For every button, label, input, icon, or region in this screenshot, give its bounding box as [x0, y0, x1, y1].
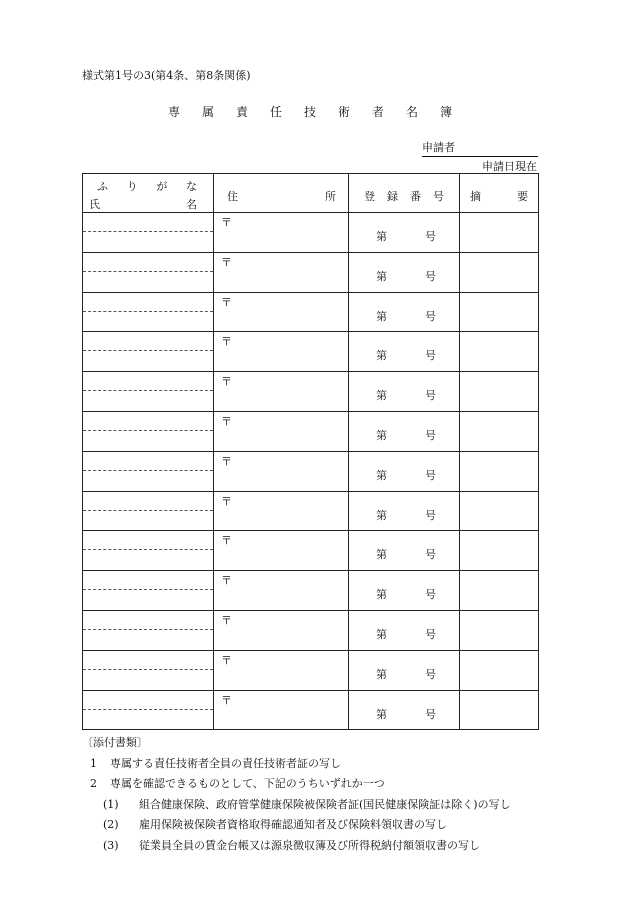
name-cell[interactable] [83, 650, 214, 690]
item-text: 専属を確認できるものとして、下記のうちいずれか一つ [110, 777, 385, 790]
postal-mark-icon: 〒 [221, 693, 232, 707]
name-cell[interactable] [83, 690, 214, 730]
title-char: 属 [202, 105, 215, 119]
postal-mark-icon: 〒 [221, 335, 232, 349]
address-cell[interactable] [214, 571, 349, 611]
remarks-cell[interactable] [460, 411, 539, 451]
table-row [83, 372, 539, 412]
go-label: 号 [425, 468, 436, 482]
postal-mark-icon: 〒 [221, 534, 232, 548]
remarks-cell[interactable] [460, 252, 539, 292]
name-cell[interactable] [83, 531, 214, 571]
name-cell[interactable] [83, 451, 214, 491]
go-label: 号 [425, 627, 436, 641]
table-row [83, 491, 539, 531]
address-cell[interactable] [214, 252, 349, 292]
header-char: が [156, 180, 168, 193]
furigana-divider [83, 390, 213, 391]
title-char: 名 [406, 105, 419, 119]
address-cell[interactable] [214, 332, 349, 372]
attachment-item [82, 754, 511, 775]
remarks-cell[interactable] [460, 292, 539, 332]
attachment-item [82, 774, 511, 795]
header-char: 登 [364, 190, 375, 203]
table-row [83, 690, 539, 730]
item-number: 1 [90, 756, 97, 770]
subitem-number: (1) [103, 797, 119, 811]
remarks-cell[interactable] [460, 571, 539, 611]
furigana-divider [83, 231, 213, 232]
remarks-cell[interactable] [460, 690, 539, 730]
postal-mark-icon: 〒 [221, 375, 232, 389]
title-char: 術 [338, 105, 351, 119]
dai-label: 第 [376, 230, 387, 243]
dai-label: 第 [376, 707, 387, 721]
address-cell[interactable] [214, 213, 349, 253]
registration-cell[interactable] [349, 690, 460, 730]
registration-cell[interactable] [349, 610, 460, 650]
header-char: 住 [227, 190, 238, 203]
header-char: 所 [325, 190, 336, 203]
dai-label: 第 [376, 309, 387, 323]
remarks-cell[interactable] [460, 610, 539, 650]
go-label: 号 [425, 349, 436, 363]
header-char: 名 [186, 198, 197, 211]
furigana-divider [83, 709, 213, 710]
name-cell[interactable] [83, 372, 214, 412]
header-char: 摘 [470, 190, 481, 203]
table-row [83, 213, 539, 253]
name-cell[interactable] [83, 610, 214, 650]
subitem-text: 組合健康保険、政府管掌健康保険被保険者証(国民健康保険証は除く)の写し [139, 797, 511, 811]
address-cell[interactable] [214, 650, 349, 690]
date-label: 申請日現在 [482, 160, 537, 173]
furigana-divider [83, 549, 213, 550]
address-cell[interactable] [214, 372, 349, 412]
registration-cell[interactable] [349, 372, 460, 412]
remarks-cell[interactable] [460, 531, 539, 571]
dai-label: 第 [376, 428, 387, 442]
form-number: 様式第1号の3(第4条、第8条関係) [82, 69, 251, 82]
table-row [83, 571, 539, 611]
dai-label: 第 [376, 349, 387, 363]
dai-label: 第 [376, 468, 387, 482]
registration-cell[interactable] [349, 252, 460, 292]
registration-cell[interactable] [349, 571, 460, 611]
table-row [83, 610, 539, 650]
header-char: ふ [97, 180, 108, 193]
address-cell[interactable] [214, 451, 349, 491]
applicant-field[interactable] [422, 139, 538, 157]
go-label: 号 [425, 667, 436, 681]
registration-cell[interactable] [349, 292, 460, 332]
subitem-number: (3) [103, 838, 119, 852]
header-name [83, 174, 214, 213]
furigana-divider [83, 470, 213, 471]
header-char: 氏 [89, 198, 100, 211]
item-number: 2 [90, 777, 97, 790]
go-label: 号 [425, 309, 436, 323]
table-row [83, 252, 539, 292]
title-char: 簿 [440, 105, 453, 119]
header-address [214, 174, 349, 213]
name-cell[interactable] [83, 491, 214, 531]
furigana-divider [83, 589, 213, 590]
go-label: 号 [425, 588, 436, 602]
remarks-cell[interactable] [460, 650, 539, 690]
furigana-divider [83, 271, 213, 272]
address-cell[interactable] [214, 690, 349, 730]
item-text: 専属する責任技術者全員の責任技術者証の写し [110, 756, 341, 770]
subitem-number: (2) [103, 818, 119, 831]
dai-label: 第 [376, 667, 387, 681]
furigana-divider [83, 669, 213, 670]
dai-label: 第 [376, 269, 387, 283]
name-cell[interactable] [83, 292, 214, 332]
furigana-divider [83, 629, 213, 630]
attachment-subitem [82, 836, 511, 857]
page-title [168, 103, 474, 120]
name-cell[interactable] [83, 252, 214, 292]
registration-cell[interactable] [349, 531, 460, 571]
go-label: 号 [425, 707, 436, 721]
postal-mark-icon: 〒 [221, 216, 232, 229]
title-char: 専 [168, 105, 181, 119]
registry-table [82, 173, 539, 730]
name-cell[interactable] [83, 332, 214, 372]
table-header [83, 174, 539, 213]
header-char: 号 [433, 190, 444, 203]
address-cell[interactable] [214, 411, 349, 451]
registration-cell[interactable] [349, 411, 460, 451]
postal-mark-icon: 〒 [221, 613, 232, 627]
name-cell[interactable] [83, 411, 214, 451]
remarks-cell[interactable] [460, 332, 539, 372]
postal-mark-icon: 〒 [221, 454, 232, 468]
go-label: 号 [425, 548, 436, 562]
table-row [83, 451, 539, 491]
table-row [83, 531, 539, 571]
name-cell[interactable] [83, 213, 214, 253]
registration-cell[interactable] [349, 332, 460, 372]
postal-mark-icon: 〒 [221, 653, 232, 667]
postal-mark-icon: 〒 [221, 574, 232, 588]
header-char: 要 [517, 190, 528, 203]
dai-label: 第 [376, 389, 387, 403]
dai-label: 第 [376, 627, 387, 641]
attachments [82, 733, 511, 856]
header-char: 録 [387, 190, 398, 203]
postal-mark-icon: 〒 [221, 295, 232, 309]
go-label: 号 [425, 428, 436, 442]
subitem-text: 従業員全員の賃金台帳又は源泉徴収簿及び所得税納付額領収書の写し [139, 838, 480, 852]
furigana-divider [83, 311, 213, 312]
dai-label: 第 [376, 548, 387, 562]
header-registration [349, 174, 460, 213]
table-row [83, 650, 539, 690]
title-char: 者 [372, 105, 385, 119]
name-cell[interactable] [83, 571, 214, 611]
go-label: 号 [425, 389, 436, 403]
header-char: な [185, 180, 197, 193]
dai-label: 第 [376, 508, 387, 522]
furigana-divider [83, 430, 213, 431]
address-cell[interactable] [214, 491, 349, 531]
address-cell[interactable] [214, 610, 349, 650]
applicant-label: 申請者 [422, 141, 455, 154]
postal-mark-icon: 〒 [221, 255, 232, 269]
go-label: 号 [425, 230, 436, 243]
dai-label: 第 [376, 588, 387, 602]
title-char: 技 [304, 105, 317, 119]
registration-cell[interactable] [349, 650, 460, 690]
remarks-cell[interactable] [460, 491, 539, 531]
address-cell[interactable] [214, 531, 349, 571]
furigana-divider [83, 510, 213, 511]
postal-mark-icon: 〒 [221, 494, 232, 508]
registration-cell[interactable] [349, 213, 460, 253]
table-row [83, 332, 539, 372]
go-label: 号 [425, 508, 436, 522]
registration-cell[interactable] [349, 451, 460, 491]
title-char: 責 [236, 105, 249, 119]
attachments-heading: 〔添付書類〕 [82, 736, 148, 749]
header-remarks [460, 174, 539, 213]
registration-cell[interactable] [349, 491, 460, 531]
address-cell[interactable] [214, 292, 349, 332]
attachment-subitem [82, 795, 511, 816]
attachment-subitem [82, 815, 511, 836]
furigana-divider [83, 350, 213, 351]
postal-mark-icon: 〒 [221, 414, 232, 428]
table-row [83, 411, 539, 451]
header-char: り [126, 180, 138, 193]
remarks-cell[interactable] [460, 372, 539, 412]
title-char: 任 [270, 105, 283, 119]
remarks-cell[interactable] [460, 451, 539, 491]
header-char: 番 [410, 190, 421, 203]
subitem-text: 雇用保険被保険者資格取得確認通知者及び保険料領収書の写し [139, 818, 447, 831]
table-row [83, 292, 539, 332]
go-label: 号 [425, 269, 436, 283]
remarks-cell[interactable] [460, 213, 539, 253]
